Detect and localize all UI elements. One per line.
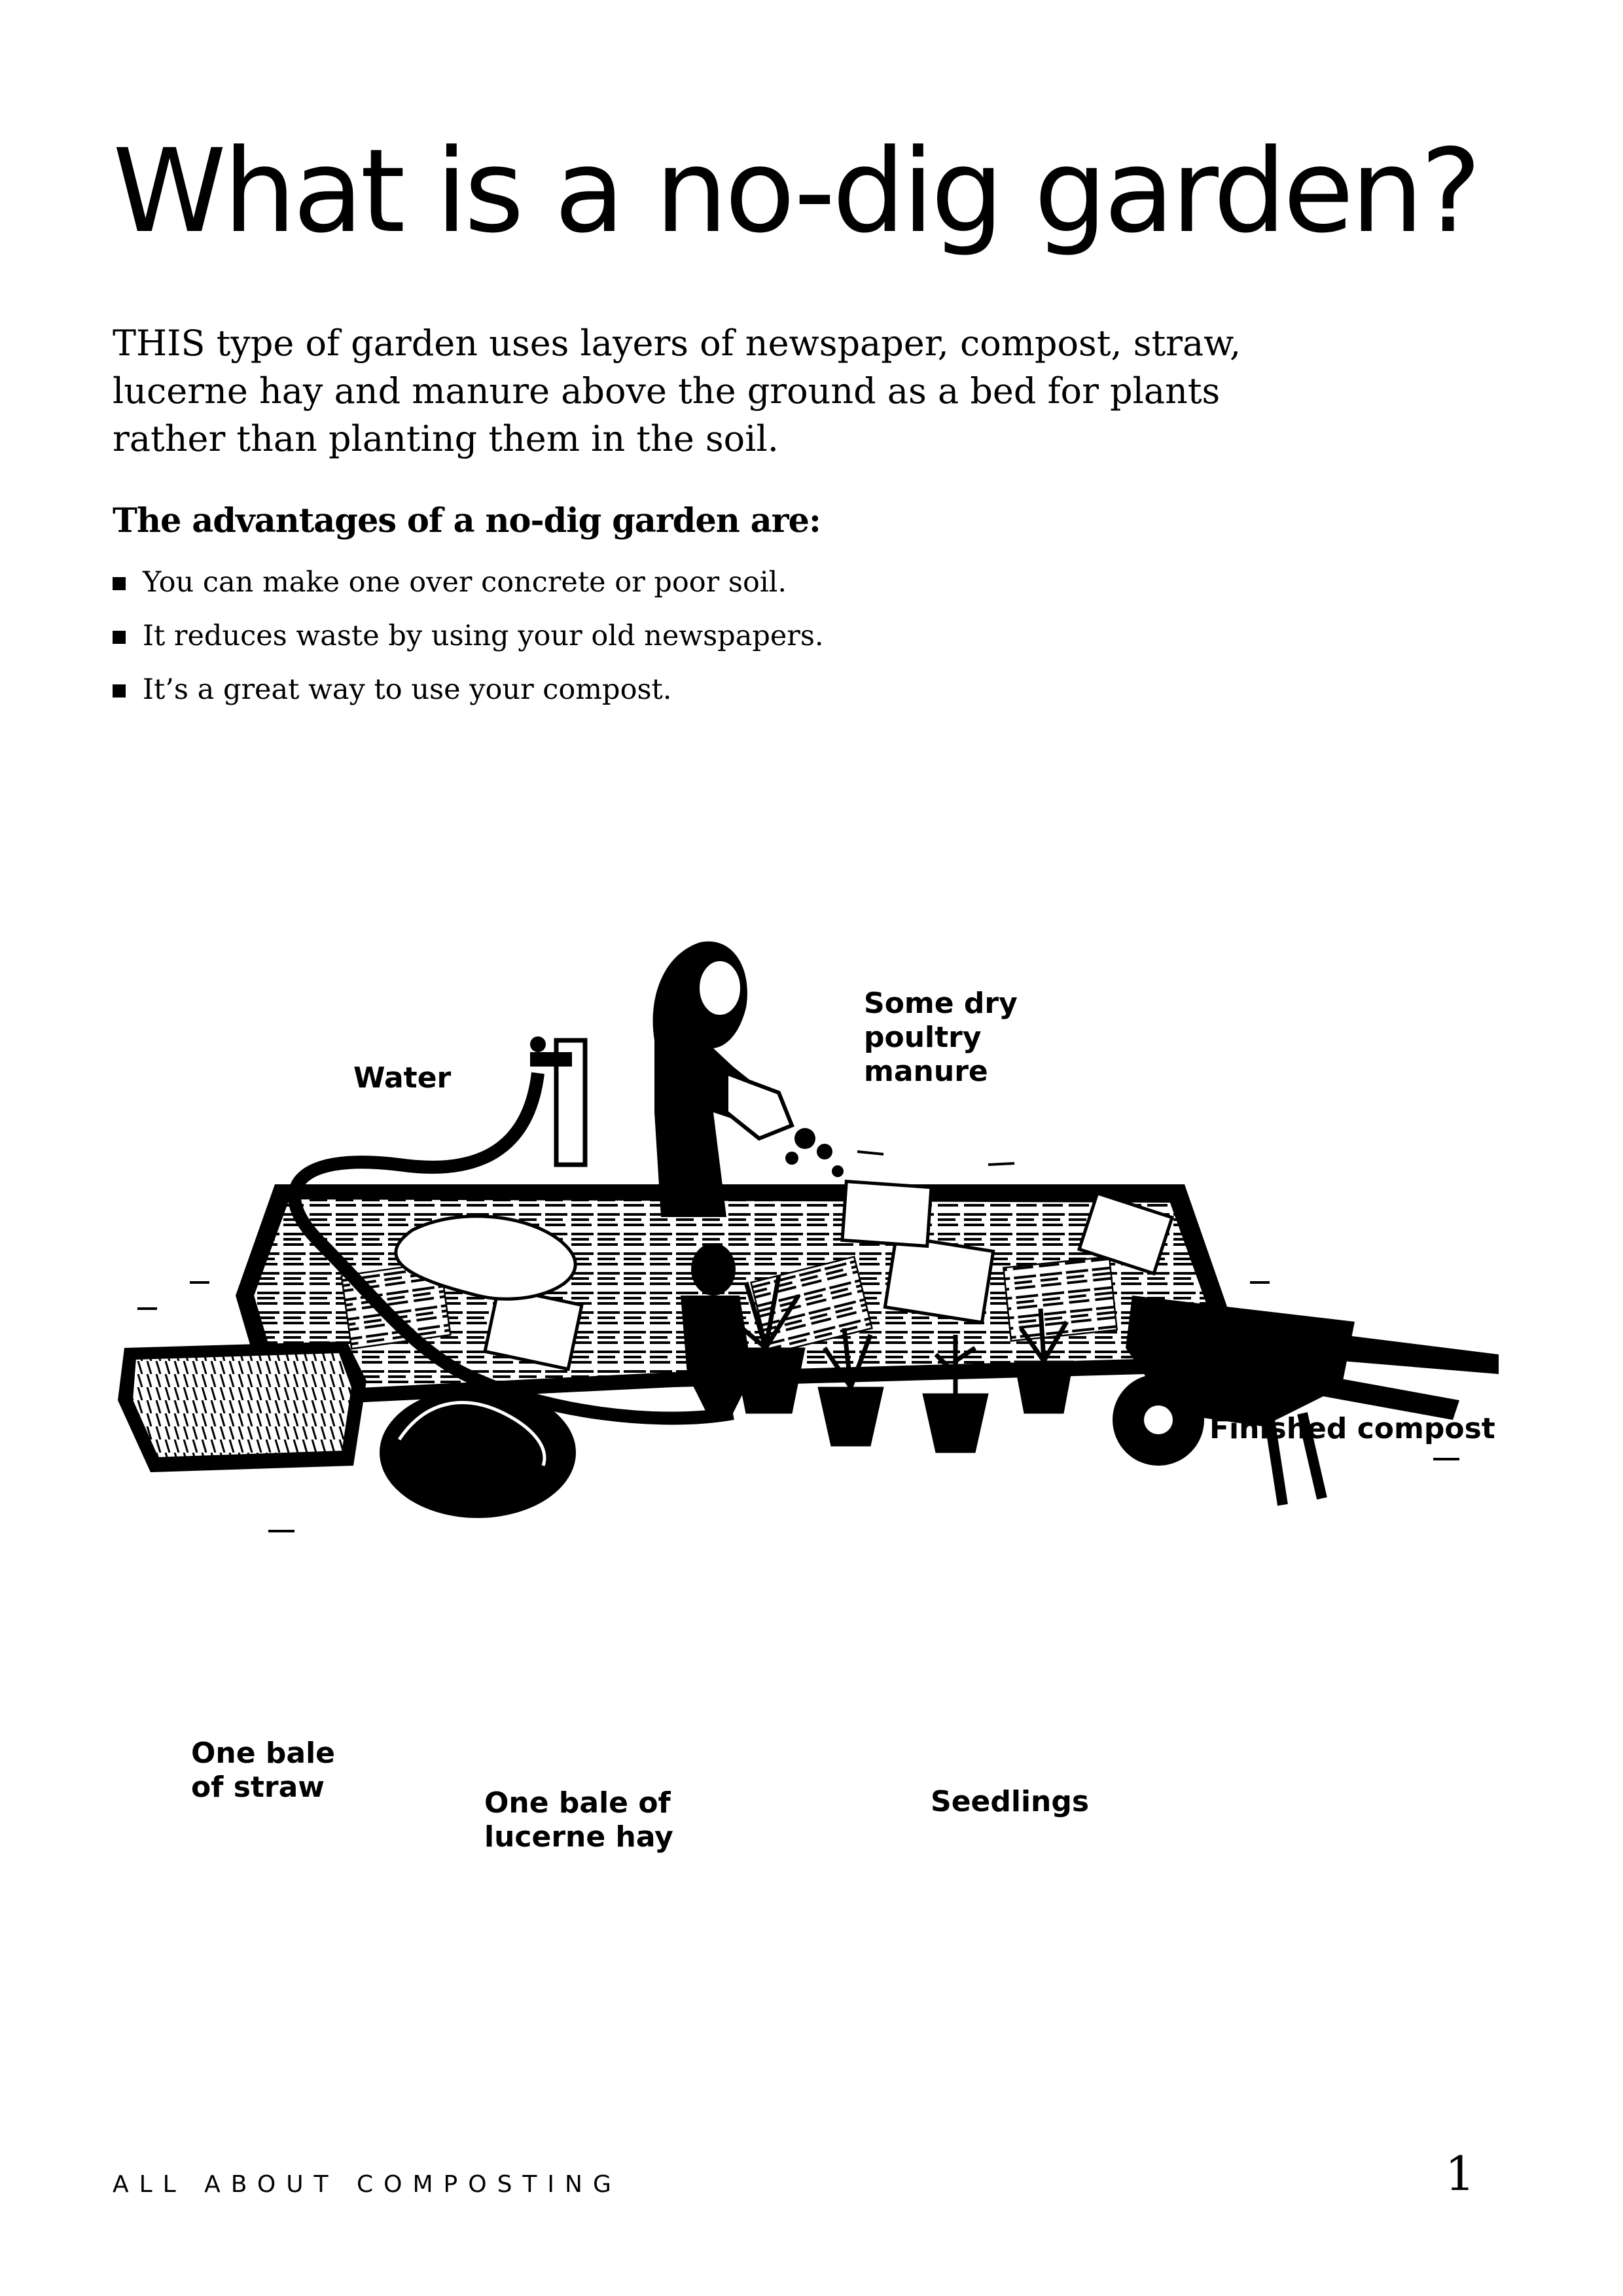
- page-number: 1: [1445, 2146, 1475, 2201]
- wheelbarrow: [1113, 1296, 1499, 1505]
- no-dig-garden-illustration: [72, 877, 1551, 1871]
- list-item: [113, 670, 824, 724]
- footer-book-title: ALL ABOUT COMPOSTING: [113, 2171, 622, 2198]
- label-seedlings: Seedlings: [931, 1785, 1090, 1818]
- advantages-heading: The advantages of a no-dig garden are:: [113, 501, 821, 540]
- lucerne-hay-bale: [380, 1387, 576, 1518]
- woman-figure: [653, 942, 844, 1217]
- straw-bale: [118, 1341, 366, 1472]
- label-lucerne-hay: One bale of lucerne hay: [484, 1786, 673, 1854]
- list-item: [113, 563, 824, 616]
- intro-paragraph: THIS type of garden uses layers of newspaper, compost, straw, lucerne hay and manure above the ground as a bed for plants rather than planting them in the soil.: [113, 323, 1241, 459]
- page-title: What is a no-dig garden?: [113, 124, 1478, 258]
- square-bullet-icon: [113, 631, 126, 644]
- list-item: [113, 616, 824, 670]
- list-item-text: It’s a great way to use your compost.: [143, 673, 672, 706]
- square-bullet-icon: [113, 577, 126, 590]
- advantages-list: [113, 563, 824, 724]
- list-item-text: You can make one over concrete or poor soil.: [143, 566, 787, 599]
- label-finished-compost: Finished compost: [1209, 1412, 1495, 1445]
- label-straw: One bale of straw: [191, 1737, 335, 1804]
- label-water: Water: [353, 1061, 452, 1095]
- list-item-text: It reduces waste by using your old newspapers.: [143, 620, 824, 652]
- label-poultry-manure: Some dry poultry manure: [864, 987, 1018, 1088]
- square-bullet-icon: [113, 684, 126, 698]
